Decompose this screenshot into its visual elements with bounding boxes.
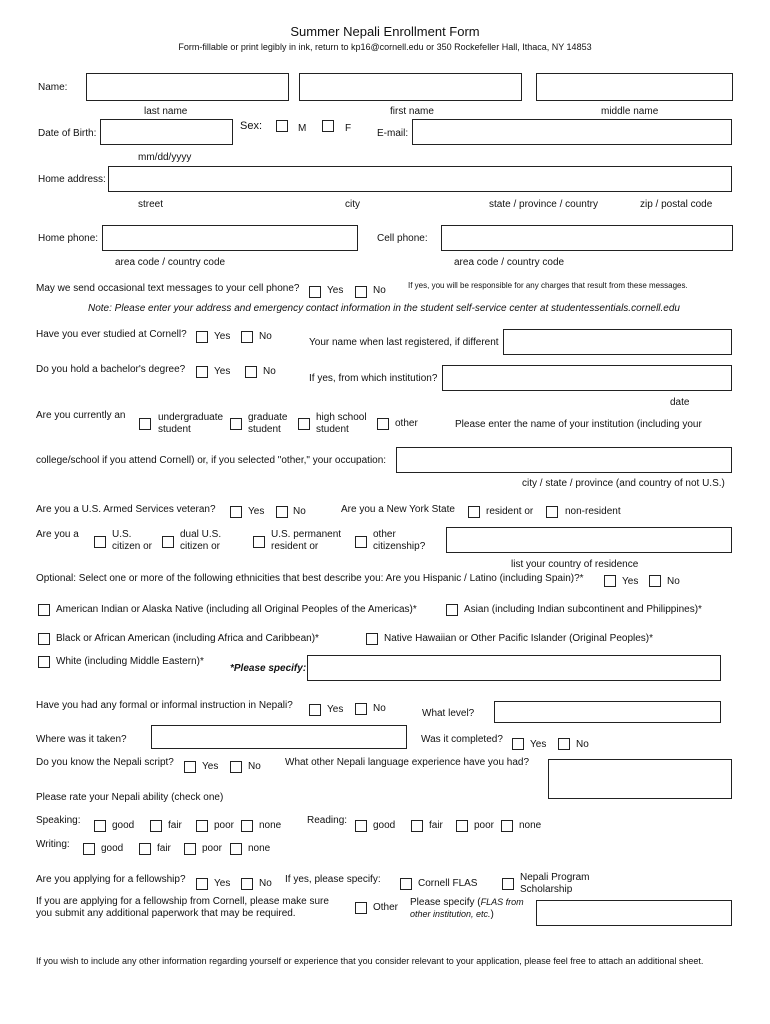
other-fellowship-checkbox[interactable] [355, 902, 367, 914]
fellowship-specify-field[interactable] [536, 900, 732, 926]
permanent-resident-label-1: U.S. permanent [271, 529, 342, 540]
writing-label: Writing: [36, 839, 70, 850]
us-citizen-label-2: citizen or [112, 541, 153, 552]
permanent-resident-label-2: resident or [271, 541, 319, 552]
fellowship-please-specify-italic: FLAS from [480, 897, 524, 907]
home-phone-label: Home phone: [38, 233, 99, 244]
texts-yes-checkbox[interactable] [309, 286, 321, 298]
speaking-good-checkbox[interactable] [94, 820, 106, 832]
institution-prompt: Please enter the name of your institution (including your [455, 419, 702, 430]
cornell-no-checkbox[interactable] [241, 331, 253, 343]
speaking-fair-checkbox[interactable] [150, 820, 162, 832]
occupation-prompt: college/school if you attend Cornell) or, if you selected "other," your occupation: [36, 455, 387, 466]
script-yes-checkbox[interactable] [184, 761, 196, 773]
other-experience-field[interactable] [548, 759, 732, 799]
middle-name-field[interactable] [536, 73, 733, 101]
sex-m-checkbox[interactable] [276, 120, 288, 132]
permanent-resident-checkbox[interactable] [253, 536, 265, 548]
level-field[interactable] [494, 701, 721, 723]
dob-label: Date of Birth: [38, 128, 97, 139]
asian-label: Asian (including Indian subcontinent and Philippines)* [464, 604, 702, 615]
other-status-checkbox[interactable] [377, 418, 389, 430]
script-question: Do you know the Nepali script? [36, 757, 174, 768]
last-name-field[interactable] [86, 73, 289, 101]
email-label: E-mail: [377, 128, 409, 139]
cornell-yes-label: Yes [214, 331, 231, 342]
writing-good-checkbox[interactable] [83, 843, 95, 855]
white-checkbox[interactable] [38, 656, 50, 668]
writing-none-checkbox[interactable] [230, 843, 242, 855]
speaking-poor-label: poor [214, 820, 235, 831]
country-caption: list your country of residence [511, 559, 639, 570]
other-citizenship-checkbox[interactable] [355, 536, 367, 548]
level-label: What level? [422, 708, 475, 719]
flas-label: Cornell FLAS [418, 878, 478, 889]
graduate-label-2: student [248, 424, 281, 435]
reading-fair-label: fair [429, 820, 443, 831]
email-field[interactable] [412, 119, 732, 145]
hispanic-yes-label: Yes [622, 576, 639, 587]
sex-f-checkbox[interactable] [322, 120, 334, 132]
institution-label: If yes, from which institution? [309, 373, 438, 384]
fellowship-please-specify-text: Please specify ( [410, 897, 481, 908]
hispanic-no-label: No [667, 576, 680, 587]
writing-good-label: good [101, 843, 124, 854]
instruction-question: Have you had any formal or informal instruction in Nepali? [36, 700, 293, 711]
veteran-yes-checkbox[interactable] [230, 506, 242, 518]
fellowship-no-label: No [259, 878, 272, 889]
script-no-label: No [248, 761, 261, 772]
veteran-no-label: No [293, 506, 306, 517]
address-field[interactable] [108, 166, 732, 192]
where-label: Where was it taken? [36, 734, 127, 745]
cornell-fellowship-note-1: If you are applying for a fellowship from Cornell, please make sure [36, 896, 329, 907]
first-name-field[interactable] [299, 73, 522, 101]
us-citizen-label-1: U.S. [112, 529, 132, 540]
cell-phone-field[interactable] [441, 225, 733, 251]
home-phone-hint: area code / country code [115, 257, 226, 268]
writing-fair-checkbox[interactable] [139, 843, 151, 855]
veteran-question: Are you a U.S. Armed Services veteran? [36, 504, 216, 515]
bachelor-yes-checkbox[interactable] [196, 366, 208, 378]
nepali-scholarship-label-1: Nepali Program [520, 872, 590, 883]
fellowship-specify-label: If yes, please specify: [285, 874, 381, 885]
undergrad-label-2: student [158, 424, 191, 435]
white-label: White (including Middle Eastern)* [56, 656, 204, 667]
country-field[interactable] [446, 527, 732, 553]
graduate-checkbox[interactable] [230, 418, 242, 430]
state-caption: state / province / country [489, 199, 598, 210]
nonresident-label: non-resident [565, 506, 621, 517]
fellowship-question: Are you applying for a fellowship? [36, 874, 186, 885]
other-citizenship-label-1: other [373, 529, 396, 540]
reading-none-checkbox[interactable] [501, 820, 513, 832]
dual-citizen-label-2: citizen or [180, 541, 221, 552]
street-caption: street [138, 199, 164, 210]
first-name-caption: first name [390, 106, 434, 117]
black-checkbox[interactable] [38, 633, 50, 645]
ethnicity-specify-field[interactable] [307, 655, 721, 681]
resident-checkbox[interactable] [468, 506, 480, 518]
home-phone-field[interactable] [102, 225, 358, 251]
fellowship-no-checkbox[interactable] [241, 878, 253, 890]
undergrad-checkbox[interactable] [139, 418, 151, 430]
highschool-checkbox[interactable] [298, 418, 310, 430]
completed-yes-label: Yes [530, 739, 547, 750]
reading-fair-checkbox[interactable] [411, 820, 423, 832]
location-caption: city / state / province (and country of not U.S.) [522, 478, 725, 489]
texts-no-label: No [373, 285, 386, 296]
reading-good-label: good [373, 820, 396, 831]
middle-name-caption: middle name [601, 106, 659, 117]
fellowship-please-specify-2 [410, 908, 494, 921]
ethnicity-question: Optional: Select one or more of the following ethnicities that best describe you: Are you Hispanic / Latino (including Spain)?* [36, 573, 584, 584]
speaking-none-checkbox[interactable] [241, 820, 253, 832]
cell-phone-hint: area code / country code [454, 257, 565, 268]
fellowship-yes-checkbox[interactable] [196, 878, 208, 890]
nys-question: Are you a New York State [341, 504, 455, 515]
reading-good-checkbox[interactable] [355, 820, 367, 832]
completed-label: Was it completed? [421, 734, 503, 745]
fellowship-please-specify-close: ) [490, 909, 494, 920]
speaking-fair-label: fair [168, 820, 182, 831]
instruction-no-label: No [373, 703, 386, 714]
instruction-yes-label: Yes [327, 704, 344, 715]
dob-field[interactable] [100, 119, 233, 145]
reading-poor-checkbox[interactable] [456, 820, 468, 832]
american-indian-checkbox[interactable] [38, 604, 50, 616]
former-name-field[interactable] [503, 329, 732, 355]
institution-field[interactable] [442, 365, 732, 391]
citizen-question: Are you a [36, 529, 79, 540]
other-fellowship-label: Other [373, 902, 399, 913]
bachelor-yes-label: Yes [214, 366, 231, 377]
cell-phone-label: Cell phone: [377, 233, 428, 244]
script-no-checkbox[interactable] [230, 761, 242, 773]
writing-poor-checkbox[interactable] [184, 843, 196, 855]
completed-no-checkbox[interactable] [558, 738, 570, 750]
american-indian-label: American Indian or Alaska Native (including all Original Peoples of the Americas)* [56, 604, 417, 615]
undergrad-label-1: undergraduate [158, 412, 224, 423]
nepali-scholarship-label-2: Scholarship [520, 884, 573, 895]
cornell-fellowship-note-2: you submit any additional paperwork that may be required. [36, 908, 296, 919]
cornell-no-label: No [259, 331, 272, 342]
sex-m-label: M [298, 123, 307, 134]
sex-label: Sex: [240, 120, 263, 132]
form-subtitle: Form-fillable or print legibly in ink, return to kp16@cornell.edu or 350 Rockefeller Hall, Ithaca, NY 14853 [178, 42, 592, 52]
other-status-label: other [395, 418, 418, 429]
reading-label: Reading: [307, 815, 348, 826]
writing-none-label: none [248, 843, 271, 854]
fellowship-yes-label: Yes [214, 878, 231, 889]
highschool-label-2: student [316, 424, 349, 435]
other-citizenship-label-2: citizenship? [373, 541, 426, 552]
hispanic-yes-checkbox[interactable] [604, 575, 616, 587]
bachelor-question: Do you hold a bachelor's degree? [36, 364, 186, 375]
sex-f-label: F [345, 123, 352, 134]
completed-yes-checkbox[interactable] [512, 738, 524, 750]
texts-yes-label: Yes [327, 285, 344, 296]
footer-note: If you wish to include any other information regarding yourself or experience that you consider relevant to your application, please feel free to attach an additional sheet. [36, 956, 704, 966]
cornell-question: Have you ever studied at Cornell? [36, 329, 187, 340]
current-question: Are you currently an [36, 410, 126, 421]
us-citizen-checkbox[interactable] [94, 536, 106, 548]
resident-label: resident or [486, 506, 534, 517]
pacific-islander-checkbox[interactable] [366, 633, 378, 645]
bachelor-no-checkbox[interactable] [245, 366, 257, 378]
veteran-no-checkbox[interactable] [276, 506, 288, 518]
speaking-poor-checkbox[interactable] [196, 820, 208, 832]
date-caption: date [670, 397, 690, 408]
script-yes-label: Yes [202, 761, 219, 772]
speaking-none-label: none [259, 820, 282, 831]
occupation-field[interactable] [396, 447, 732, 473]
hispanic-no-checkbox[interactable] [649, 575, 661, 587]
rating-heading: Please rate your Nepali ability (check one) [36, 792, 224, 803]
veteran-yes-label: Yes [248, 506, 265, 517]
reading-none-label: none [519, 820, 542, 831]
fellowship-please-specify-italic-2: other institution, etc. [410, 909, 491, 919]
last-name-caption: last name [144, 106, 188, 117]
texts-question: May we send occasional text messages to your cell phone? [36, 283, 300, 294]
address-note: Note: Please enter your address and emergency contact information in the student self-service center at studentessentials.cornell.edu [88, 303, 680, 314]
where-field[interactable] [151, 725, 407, 749]
speaking-good-label: good [112, 820, 135, 831]
ethnicity-specify-label: *Please specify: [230, 663, 307, 674]
texts-note: If yes, you will be responsible for any charges that result from these messages. [408, 281, 688, 290]
nonresident-checkbox[interactable] [546, 506, 558, 518]
instruction-no-checkbox[interactable] [355, 703, 367, 715]
bachelor-no-label: No [263, 366, 276, 377]
writing-poor-label: poor [202, 843, 223, 854]
highschool-label-1: high school [316, 412, 367, 423]
dual-citizen-label-1: dual U.S. [180, 529, 222, 540]
graduate-label-1: graduate [248, 412, 288, 423]
address-label: Home address: [38, 174, 106, 185]
black-label: Black or African American (including Africa and Caribbean)* [56, 633, 319, 644]
completed-no-label: No [576, 739, 589, 750]
zip-caption: zip / postal code [640, 199, 713, 210]
name-label: Name: [38, 82, 68, 93]
speaking-label: Speaking: [36, 815, 81, 826]
writing-fair-label: fair [157, 843, 171, 854]
city-caption: city [345, 199, 360, 210]
former-name-label: Your name when last registered, if different [309, 337, 499, 348]
texts-no-checkbox[interactable] [355, 286, 367, 298]
dob-hint: mm/dd/yyyy [138, 152, 192, 163]
nepali-scholarship-checkbox[interactable] [502, 878, 514, 890]
cornell-yes-checkbox[interactable] [196, 331, 208, 343]
form-title: Summer Nepali Enrollment Form [290, 24, 480, 39]
other-experience-label: What other Nepali language experience have you had? [285, 757, 530, 768]
dual-citizen-checkbox[interactable] [162, 536, 174, 548]
pacific-islander-label: Native Hawaiian or Other Pacific Islander (Original Peoples)* [384, 633, 654, 644]
flas-checkbox[interactable] [400, 878, 412, 890]
reading-poor-label: poor [474, 820, 495, 831]
asian-checkbox[interactable] [446, 604, 458, 616]
instruction-yes-checkbox[interactable] [309, 704, 321, 716]
